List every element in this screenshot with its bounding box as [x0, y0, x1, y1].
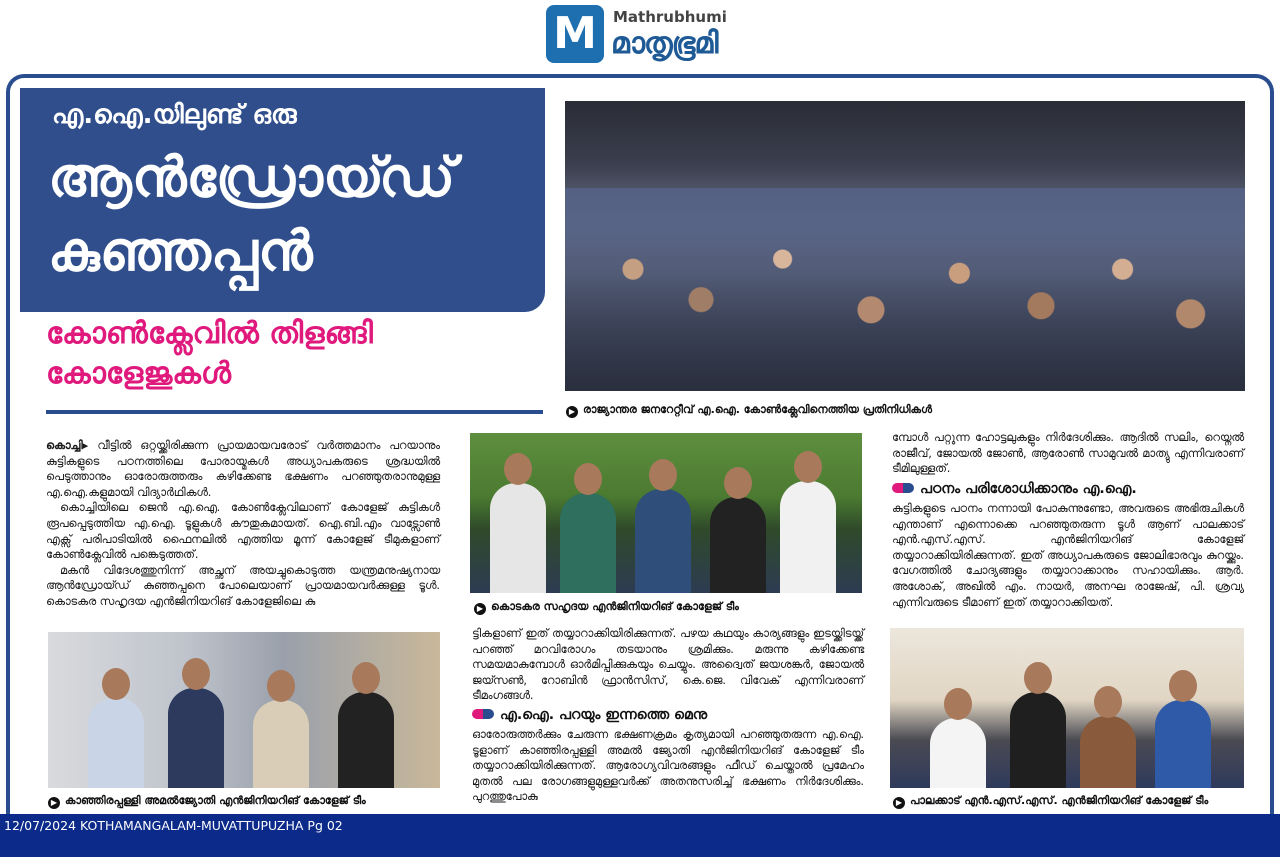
- team-member: [1010, 692, 1066, 788]
- team-member: [88, 698, 144, 788]
- team-member: [930, 718, 986, 788]
- menu-subheading-text: എ.ഐ. പറയും ഇന്നത്തെ മെനു: [500, 707, 708, 723]
- sub-headline: കോൺക്ലേവിൽ തിളങ്ങി കോളേജുകൾ: [46, 316, 373, 391]
- main-headline: ആൻഡ്രോയ്ഡ് കുഞ്ഞപ്പൻ: [48, 145, 456, 283]
- palakkad-caption-text: പാലക്കാട് എൻ.എസ്.എസ്. എൻജിനിയറിങ് കോളേജ് ടീം: [910, 794, 1209, 807]
- col1-paragraph-2: കൊച്ചിയിലെ ജെൻ എ.ഐ. കോൺക്ലേവിലാണ് കോളേജ് കുട്ടികൾ രൂപപ്പെടുത്തിയ എ.ഐ. ടൂളുകൾ കൗതുകമായത്. ഐ.ബി.എം വാട്സോൺ എക്സ് പരിപാടിയിൽ ഫൈനലിൽ എത്തിയ മൂന്ന് കോളേജ് ടീമുകളാണ് കോൺക്ലേവിൽ പങ്കെടുത്തത്.: [46, 501, 440, 562]
- col2-paragraph-1: ട്ടികളാണ് ഇത് തയ്യാറാക്കിയിരിക്കുന്നത്. പഴയ കഥയും കാര്യങ്ങളും ഇടയ്ക്കിടയ്ക്ക് പറഞ്ഞ് മറവിരോഗം തടയാനും ശ്രമിക്കും. മരുന്നു കഴിക്കേണ്ട സമയമാകുമ്പോൾ ഓർമിപ്പിക്കുകയും ചെയ്യും. അദ്വൈത് ജയശങ്കർ, ജോയൽ ജയ്സൺ, റോബിൻ ഫ്രാൻസിസ്, കെ.ജെ. വിവേക് എന്നിവരാണ് ടീമംഗങ്ങൾ.: [472, 627, 864, 703]
- col1-paragraph-1: [46, 438, 440, 500]
- kanjirappally-caption: [48, 794, 366, 809]
- caption-play-icon: ▶: [566, 406, 578, 418]
- kodakara-caption: [474, 600, 739, 615]
- team-member: [168, 688, 224, 788]
- main-photo-caption: [566, 403, 932, 418]
- team-member: [253, 700, 309, 788]
- dateline: കൊച്ചി: [46, 439, 83, 452]
- divider-rule: [46, 410, 543, 414]
- kodakara-caption-text: കൊടകര സഹൃദയ എൻജിനിയറിങ് കോളേജ് ടീം: [491, 600, 739, 613]
- conclave-audience-photo: [565, 101, 1245, 391]
- team-member: [338, 692, 394, 788]
- dateline-marker-icon: ▸: [82, 439, 89, 452]
- study-subheading: [892, 481, 1137, 497]
- article-column-2: [472, 626, 864, 704]
- subheading-marker-icon: [472, 709, 494, 719]
- palakkad-caption: [893, 794, 1208, 809]
- col1-p1-text: വീട്ടിൽ ഒറ്റയ്ക്കിരിക്കുന്ന പ്രായമായവരോട് വർത്തമാനം പറയാനും കുട്ടികളുടെ പഠനത്തിലെ പോരായ്മകൾ അധ്യാപകരുടെ ശ്രദ്ധയിൽ പെടുത്താനും ഓരോരുത്തരും കഴിക്കേണ്ട ഭക്ഷണം പറഞ്ഞുതരാനുമുള്ള എ.ഐ.കളുമായി വിദ്യാർഥികൾ.: [46, 439, 440, 499]
- main-photo-caption-text: രാജ്യാന്തര ജനറേറ്റീവ് എ.ഐ. കോൺക്ലേവിനെത്തിയ പ്രതിനിധികൾ: [583, 403, 933, 416]
- caption-play-icon: ▶: [474, 603, 486, 615]
- audience-crowd: [565, 188, 1245, 391]
- mathrubhumi-logo-icon: M: [546, 5, 604, 63]
- brand-name-english: Mathrubhumi: [613, 8, 727, 26]
- study-subheading-text: പഠനം പരിശോധിക്കാനും എ.ഐ.: [920, 481, 1137, 497]
- subheading-marker-icon: [892, 483, 914, 493]
- article-column-3: [892, 430, 1244, 477]
- palakkad-team-photo: [890, 628, 1244, 788]
- kanjirappally-team-photo: [48, 632, 440, 788]
- team-member: [635, 489, 691, 593]
- team-member: [780, 481, 836, 593]
- article-column-1: [46, 438, 440, 610]
- team-member: [1080, 716, 1136, 788]
- col2-paragraph-2: ഓരോരുത്തർക്കും ചേരുന്ന ഭക്ഷണക്രമം കൃത്യമായി പറഞ്ഞുതരുന്ന എ.ഐ. ടൂളാണ് കാഞ്ഞിരപ്പള്ളി അമൽ ജ്യോതി എൻജിനിയറിങ് കോളേജ് ടീം തയ്യാറാക്കിയിരിക്കുന്നത്. ആരോഗ്യവിവരങ്ങളും ഫീഡ് ചെയ്താൽ പ്രമേഹം മുതൽ പല രോഗങ്ങളുമുള്ളവർക്ക് അതനുസരിച്ച് ഭക്ഷണം നിർദേശിക്കും. പുറത്തുപോകു: [472, 728, 864, 804]
- article-column-3b: [892, 501, 1244, 610]
- col3-paragraph-1: മ്പോൾ പറ്റുന്ന ഹോട്ടലുകളും നിർദേശിക്കും. ആദിൽ സലിം, റെയ്നൽ രാജീവ്, ജോയൽ ജോൺ, ആരോൺ സാമുവൽ മാത്യു എന്നിവരാണ് ടീമിലുള്ളത്.: [892, 431, 1244, 476]
- kodakara-team-photo: [470, 433, 862, 593]
- team-member: [490, 483, 546, 593]
- article-column-2b: [472, 727, 864, 805]
- caption-play-icon: ▶: [893, 797, 905, 809]
- headline-kicker: എ.ഐ.യിലുണ്ട് ഒരു: [52, 100, 297, 130]
- col1-paragraph-3: മകൻ വിദേശത്തുനിന്ന് അച്ഛന് അയച്ചുകൊടുത്ത യന്ത്രമനുഷ്യനായ ആൻഡ്രോയ്ഡ് കുഞ്ഞപ്പനെ പോലെയാണ് പ്രായമായവർക്കുള്ള ടൂൾ. കൊടകര സഹൃദയ എൻജിനിയറിങ് കോളേജിലെ കു: [46, 563, 440, 608]
- page-info: 12/07/2024 KOTHAMANGALAM-MUVATTUPUZHA Pg 02: [4, 818, 343, 833]
- caption-play-icon: ▶: [48, 797, 60, 809]
- col3-paragraph-2: കുട്ടികളുടെ പഠനം നന്നായി പോകുന്നുണ്ടോ, അവരുടെ അഭിരുചികൾ എന്താണ് എന്നൊക്കെ പറഞ്ഞുതരുന്ന ടൂൾ ആണ് പാലക്കാട് എൻ.എസ്.എസ്. എൻജിനിയറിങ് കോളേജ് തയ്യാറാക്കിയിരിക്കുന്നത്. ഇത് അധ്യാപകരുടെ ജോലിഭാരവും കുറയ്ക്കും. വേഗത്തിൽ ചോദ്യങ്ങളും തയ്യാറാക്കാനും സഹായിക്കും. ആർ. അശോക്, അഖിൽ എം. നായർ, അനഘ രാജേഷ്, പി. ശ്രവ്യ എന്നിവരുടെ ടീമാണ് ഇത് തയ്യാറാക്കിയത്.: [892, 502, 1244, 609]
- team-member: [1155, 700, 1211, 788]
- brand-name-malayalam: മാതൃഭൂമി: [611, 26, 718, 61]
- masthead: [0, 0, 1280, 72]
- menu-subheading: [472, 707, 707, 723]
- team-member: [560, 493, 616, 593]
- team-member: [710, 497, 766, 593]
- kanjirappally-caption-text: കാഞ്ഞിരപ്പള്ളി അമൽജ്യോതി എൻജിനിയറിങ് കോളേജ് ടീം: [65, 794, 366, 807]
